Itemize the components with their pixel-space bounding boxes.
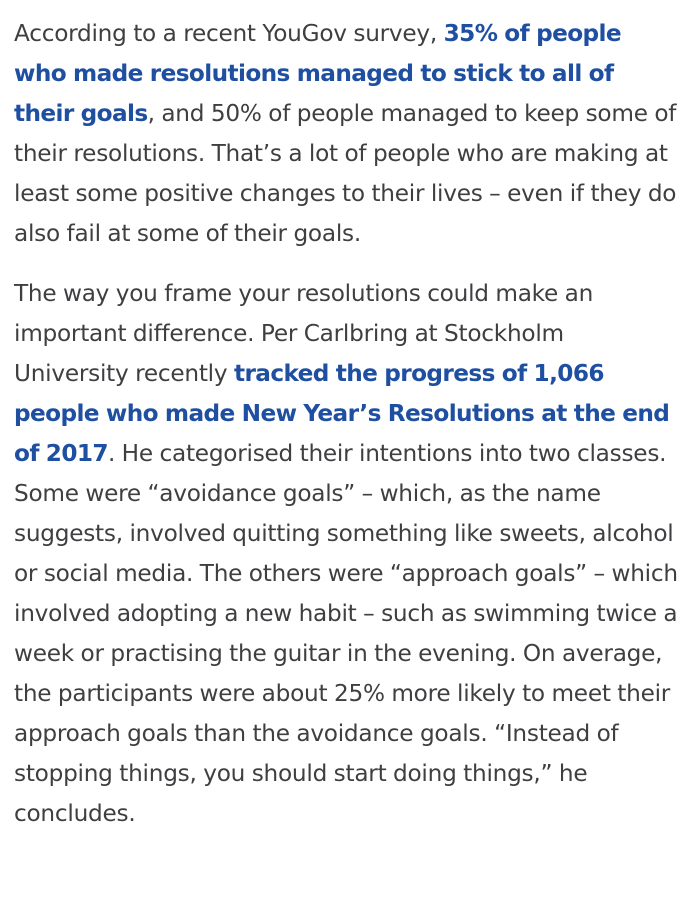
paragraph-yougov-survey <box>14 14 679 254</box>
paragraph-text: The way you frame your resolutions could make an important difference. Per Carlbring at Stockholm University recently <box>14 280 594 387</box>
link-yougov-survey[interactable]: 35% of people who made resolutions managed to stick to all of their goals <box>14 20 622 127</box>
paragraph-text: According to a recent YouGov survey, <box>14 20 444 47</box>
paragraph-text: . He categorised their intentions into two classes. Some were “avoidance goals” – which, as the name suggests, involved quitting something like sweets, alcohol or social media. The others were “approach goals” – which involved adopting a new habit – such as swimming twice a week or practising the guitar in the evening. On average, the participants were about 25% more likely to meet their approach goals than the avoidance goals. “Instead of stopping things, you should start doing things,” he concludes. <box>14 440 678 827</box>
link-carlbring-study[interactable]: tracked the progress of 1,066 people who made New Year’s Resolutions at the end of 2017 <box>14 360 670 467</box>
paragraph-carlbring-study <box>14 274 679 834</box>
paragraph-text: , and 50% of people managed to keep some of their resolutions. That’s a lot of people who are making at least some positive changes to their lives – even if they do also fail at some of their goals. <box>14 100 677 247</box>
